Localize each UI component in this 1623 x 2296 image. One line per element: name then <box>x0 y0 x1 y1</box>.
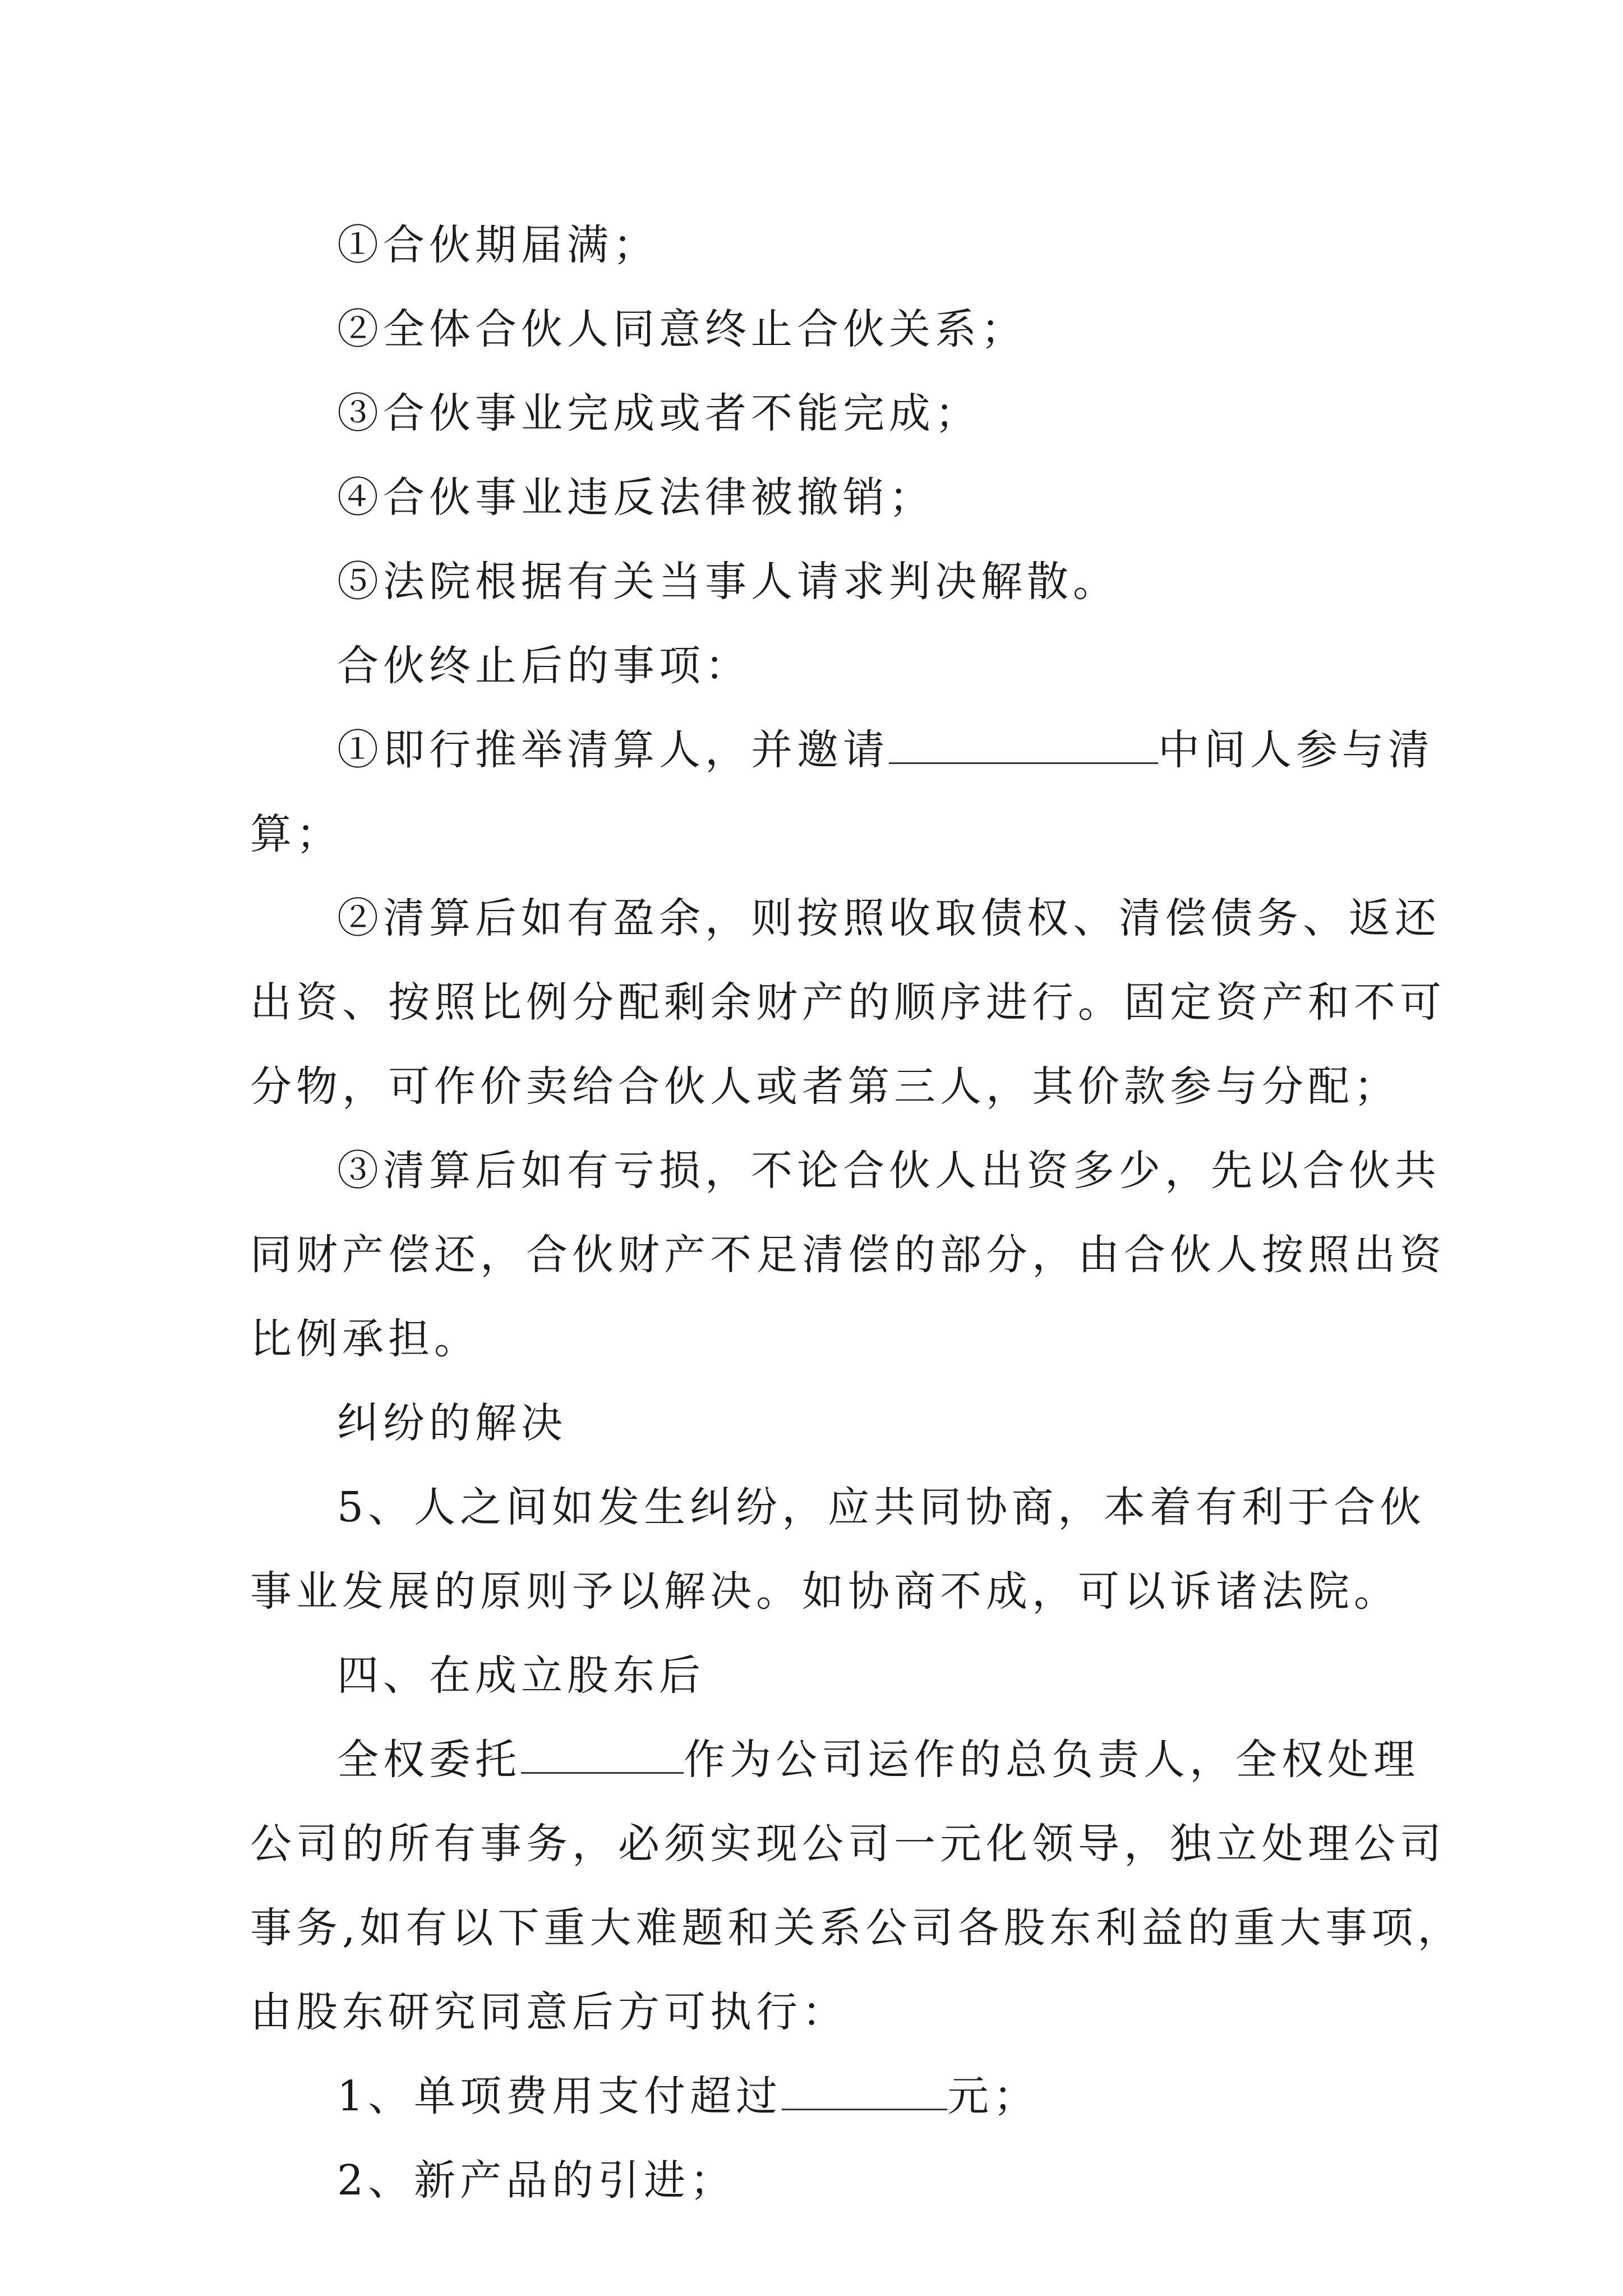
paragraph-continuation: 事业发展的原则予以解决。如协商不成，可以诉诸法院。 <box>250 1567 1400 1616</box>
fill-in-blank <box>782 2075 947 2110</box>
paragraph: 1、单项费用支付超过 元； <box>337 2072 1040 2120</box>
paragraph: ③合伙事业完成或者不能完成； <box>337 389 981 438</box>
paragraph-continuation: 事务,如有以下重大难题和关系公司各股东利益的重大事项， <box>250 1904 1464 1952</box>
paragraph: ④合伙事业违反法律被撤销； <box>337 473 935 522</box>
paragraph: 2、新产品的引进； <box>337 2156 736 2205</box>
paragraph: ①即行推举清算人，并邀请 中间人参与清 <box>337 726 1434 774</box>
paragraph: ③清算后如有亏损，不论合伙人出资多少，先以合伙共 <box>337 1147 1441 1195</box>
paragraph: ②全体合伙人同意终止合伙关系； <box>337 305 1027 353</box>
paragraph: 5、人之间如发生纠纷，应共同协商，本着有利于合伙 <box>337 1483 1426 1531</box>
paragraph-continuation: 由股东研究同意后方可执行： <box>250 1988 848 2036</box>
section-heading: 纠纷的解决 <box>337 1399 567 1447</box>
section-heading: 合伙终止后的事项： <box>337 642 751 690</box>
paragraph-continuation: 公司的所有事务，必须实现公司一元化领导，独立处理公司 <box>250 1820 1446 1868</box>
paragraph: 全权委托 作为公司运作的总负责人，全权处理 <box>337 1736 1419 1784</box>
paragraph-continuation: 分物，可作价卖给合伙人或者第三人，其价款参与分配； <box>250 1062 1400 1111</box>
paragraph-continuation: 算； <box>250 810 342 858</box>
paragraph-continuation: 出资、按照比例分配剩余财产的顺序进行。固定资产和不可 <box>250 978 1446 1027</box>
paragraph: ②清算后如有盈余，则按照收取债权、清偿债务、返还 <box>337 894 1441 942</box>
paragraph-continuation: 同财产偿还，合伙财产不足清偿的部分，由合伙人按照出资 <box>250 1231 1446 1279</box>
paragraph: ①合伙期届满； <box>337 221 659 269</box>
section-heading: 四、在成立股东后 <box>337 1651 705 1700</box>
paragraph: ⑤法院根据有关当事人请求判决解散。 <box>337 558 1119 606</box>
fill-in-blank <box>889 729 1158 764</box>
paragraph-continuation: 比例承担。 <box>250 1315 480 1363</box>
document-body <box>250 203 1464 2223</box>
fill-in-blank <box>521 1738 684 1774</box>
